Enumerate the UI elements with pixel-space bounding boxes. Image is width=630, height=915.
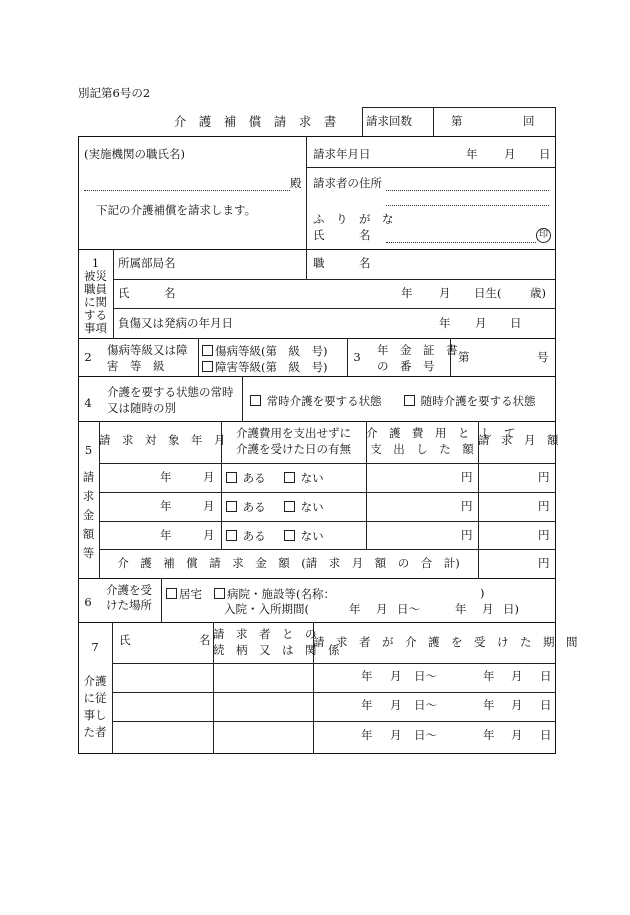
caregiver-row1-period-unit: 年 bbox=[483, 669, 495, 683]
row2-nai-checkbox[interactable] bbox=[284, 501, 295, 512]
title-box-right bbox=[555, 107, 556, 136]
injury-month: 月 bbox=[475, 316, 487, 330]
row2-month: 月 bbox=[203, 499, 215, 513]
sec2-label-line1: 傷病等級又は障 bbox=[107, 343, 188, 357]
sec7-row1-bottom bbox=[112, 692, 555, 693]
caregiver-row2-period-unit: 年 bbox=[483, 698, 495, 712]
injury-day: 日 bbox=[510, 316, 522, 330]
disability-grade-option[interactable]: 障害等級(第 級 号) bbox=[202, 361, 327, 374]
row3-aru-checkbox[interactable] bbox=[226, 530, 237, 541]
injury-grade-option[interactable]: 傷病等級(第 級 号) bbox=[202, 345, 327, 358]
sec1-label-divider bbox=[113, 249, 114, 338]
title-box-mid bbox=[433, 107, 434, 136]
sec7-header-bottom bbox=[112, 663, 555, 664]
sec4-divider bbox=[242, 376, 243, 421]
table-top-border bbox=[78, 136, 555, 137]
occasional-care-checkbox[interactable] bbox=[404, 395, 415, 406]
row1-yen-claim: 円 bbox=[538, 470, 550, 484]
injury-date-label: 負傷又は発病の年月日 bbox=[118, 316, 233, 330]
row3-yen-claim: 円 bbox=[538, 528, 550, 542]
sec2-divider bbox=[198, 338, 199, 376]
sec5-row3-bottom bbox=[99, 549, 555, 550]
sec5-col2-header-line1: 介護費用を支出せずに bbox=[236, 426, 351, 440]
caregiver-row1-period-unit: 月 bbox=[390, 669, 402, 683]
form-title: 介 護 補 償 請 求 書 bbox=[173, 114, 337, 129]
caregiver-row1-period-unit: 年 bbox=[361, 669, 373, 683]
row2-aru-checkbox[interactable] bbox=[226, 501, 237, 512]
sec3-label-line2: の 番 号 bbox=[377, 359, 435, 373]
claim-count-kai: 回 bbox=[523, 114, 535, 128]
caregiver-row2-period-unit: 月 bbox=[511, 698, 523, 712]
row1-aru-option[interactable]: ある bbox=[226, 472, 266, 485]
relation-header-line2: 続 柄 又 は 関 係 bbox=[213, 643, 340, 657]
row2-nai-option[interactable]: ない bbox=[284, 501, 324, 514]
cert-go: 号 bbox=[537, 350, 549, 364]
caregiver-row3-period-unit: 年 bbox=[483, 728, 495, 742]
sec7-row2-bottom bbox=[112, 721, 555, 722]
caregiver-row3-period-unit: 月 bbox=[511, 728, 523, 742]
sec3-value-divider bbox=[450, 338, 451, 376]
row2-year: 年 bbox=[160, 499, 172, 513]
sec4-number: 4 bbox=[84, 396, 92, 410]
adm-to-day: 日) bbox=[503, 602, 519, 616]
sec7-label-divider bbox=[112, 622, 113, 753]
seal-mark: 印 bbox=[536, 228, 551, 243]
sec4-top bbox=[78, 376, 555, 377]
claim-count-dai: 第 bbox=[451, 114, 463, 128]
row1-nai-checkbox[interactable] bbox=[284, 472, 295, 483]
caregiver-row1-period-unit: 日 bbox=[540, 669, 552, 683]
hospital-option[interactable]: 病院・施設等(名称： bbox=[214, 588, 335, 601]
sec5-top bbox=[78, 421, 555, 422]
sec5-vertical-label: 請 求 金 額 等 bbox=[82, 470, 95, 560]
sec5-col4-header: 請 求 月 額 bbox=[478, 433, 559, 447]
caregiver-row2-period-unit: 年 bbox=[361, 698, 373, 712]
occasional-care-option[interactable]: 随時介護を要する状態 bbox=[404, 395, 536, 408]
sec2-top bbox=[78, 338, 555, 339]
row3-nai-option[interactable]: ない bbox=[284, 530, 324, 543]
caregiver-row3-period-unit: 日 bbox=[540, 728, 552, 742]
sec5-col2-header-line2: 介護を受けた日の有無 bbox=[236, 442, 351, 456]
row3-month: 月 bbox=[203, 528, 215, 542]
adm-from-year: 年 bbox=[349, 602, 361, 616]
agency-dotted-line bbox=[84, 190, 290, 191]
address-dotted-line-1 bbox=[386, 190, 549, 191]
sec7-vertical-label: 介護 に従 事し た者 bbox=[83, 674, 107, 739]
sec1-number: 1 bbox=[91, 256, 100, 270]
sec5-row1-bottom bbox=[99, 492, 555, 493]
table-bottom-border bbox=[78, 753, 556, 754]
birth-month: 月 bbox=[439, 286, 451, 300]
claim-count-label: 請求回数 bbox=[366, 114, 412, 128]
row2-yen-spent: 円 bbox=[461, 499, 473, 513]
caregiver-name-right: 名 bbox=[199, 633, 211, 647]
sec5-col3-header-line1: 介 護 費 用 と し て bbox=[366, 426, 516, 440]
agency-label: (実施機関の職氏名) bbox=[84, 147, 185, 161]
caregiver-row1-period-unit: 日〜 bbox=[414, 669, 437, 683]
request-text: 下記の介護補償を請求します。 bbox=[96, 203, 257, 217]
constant-care-option[interactable]: 常時介護を要する状態 bbox=[250, 395, 382, 408]
address-dotted-line-2 bbox=[386, 205, 549, 206]
caregiver-row2-period-unit: 月 bbox=[390, 698, 402, 712]
cert-dai: 第 bbox=[458, 350, 470, 364]
caregiver-row3-period-unit: 月 bbox=[390, 728, 402, 742]
claim-date-bottom bbox=[306, 167, 555, 168]
sec3-label-line1: 年 金 証 書 bbox=[377, 343, 458, 357]
sec5-header-bottom bbox=[99, 463, 555, 464]
sec5-col3-divider bbox=[366, 421, 367, 549]
sec6-number: 6 bbox=[84, 595, 92, 609]
caregiver-row2-period-unit: 日 bbox=[540, 698, 552, 712]
sec7-number: 7 bbox=[91, 640, 99, 654]
adm-to-month: 月 bbox=[482, 602, 494, 616]
address-label: 請求者の住所 bbox=[313, 176, 382, 190]
sec5-row2-bottom bbox=[99, 521, 555, 522]
sec4-label-line2: 又は随時の別 bbox=[107, 401, 176, 415]
sec5-col1-header: 請 求 対 象 年 月 bbox=[99, 433, 226, 447]
row3-year: 年 bbox=[160, 528, 172, 542]
claimant-name-dotted-line bbox=[386, 242, 536, 243]
age-unit: 歳) bbox=[530, 286, 546, 300]
home-option[interactable]: 居宅 bbox=[166, 588, 202, 601]
caregiver-name-left: 氏 bbox=[119, 633, 131, 647]
row2-aru-option[interactable]: ある bbox=[226, 501, 266, 514]
victim-name-label: 氏 名 bbox=[118, 286, 176, 300]
sec1-dept-divider bbox=[306, 249, 307, 279]
sec1-row1-bottom bbox=[113, 279, 555, 280]
claim-date-day: 日 bbox=[539, 147, 551, 161]
row1-nai-option[interactable]: ない bbox=[284, 472, 324, 485]
caregiver-row2-period-unit: 日〜 bbox=[414, 698, 437, 712]
sec6-top bbox=[78, 578, 555, 579]
row3-aru-option[interactable]: ある bbox=[226, 530, 266, 543]
sec7-top bbox=[78, 622, 555, 623]
claimant-name-label: 氏 名 bbox=[313, 228, 371, 242]
total-claim-yen: 円 bbox=[538, 556, 550, 570]
hospital-close-paren: ) bbox=[480, 586, 485, 600]
claim-date-label: 請求年月日 bbox=[313, 147, 371, 161]
sec6-label-line1: 介護を受 bbox=[106, 583, 152, 597]
admission-period-label: 入院・入所期間( bbox=[224, 602, 309, 616]
sec5-number: 5 bbox=[84, 443, 93, 457]
sec6-divider bbox=[161, 578, 162, 622]
sec6-label-line2: けた場所 bbox=[106, 598, 152, 612]
dono-text: 殿 bbox=[290, 176, 302, 190]
sec7-col2-divider bbox=[213, 622, 214, 753]
sec3-number: 3 bbox=[353, 350, 361, 364]
post-label: 職 名 bbox=[313, 256, 371, 270]
claim-date-year: 年 bbox=[466, 147, 478, 161]
row3-nai-checkbox[interactable] bbox=[284, 530, 295, 541]
sec1-row2-bottom bbox=[113, 308, 555, 309]
title-box-left bbox=[362, 107, 363, 136]
sec2-number: 2 bbox=[84, 350, 92, 364]
sec1-top bbox=[78, 249, 555, 250]
sec5-col3-header-line2: 支 出 し た 額 bbox=[370, 442, 474, 456]
title-box-top bbox=[362, 107, 555, 108]
relation-header-line1: 請 求 者 と の bbox=[213, 627, 317, 641]
furigana-label: ふ り が な bbox=[313, 212, 394, 226]
row3-yen-spent: 円 bbox=[461, 528, 473, 542]
total-claim-label: 介 護 補 償 請 求 金 額 (請 求 月 額 の 合 計) bbox=[117, 556, 460, 570]
hospital-checkbox[interactable] bbox=[214, 588, 225, 599]
caregiver-row3-period-unit: 日〜 bbox=[414, 728, 437, 742]
sec4-label-line1: 介護を要する状態の常時 bbox=[107, 385, 234, 399]
row1-month: 月 bbox=[203, 470, 215, 484]
adm-to-year: 年 bbox=[455, 602, 467, 616]
row2-yen-claim: 円 bbox=[538, 499, 550, 513]
constant-care-checkbox[interactable] bbox=[250, 395, 261, 406]
form-number: 別記第6号の2 bbox=[78, 86, 151, 100]
adm-from-month: 月 bbox=[376, 602, 388, 616]
claim-date-month: 月 bbox=[504, 147, 516, 161]
row1-yen-spent: 円 bbox=[461, 470, 473, 484]
birth-year: 年 bbox=[401, 286, 413, 300]
care-period-header: 請 求 者 が 介 護 を 受 け た 期 間 bbox=[313, 635, 578, 649]
row1-aru-checkbox[interactable] bbox=[226, 472, 237, 483]
injury-year: 年 bbox=[439, 316, 451, 330]
addr-divider bbox=[306, 136, 307, 249]
sec1-vertical-label: 被災 職員 に関 する 事項 bbox=[84, 269, 107, 335]
adm-from-day: 日〜 bbox=[397, 602, 420, 616]
row1-year: 年 bbox=[160, 470, 172, 484]
caregiver-row3-period-unit: 年 bbox=[361, 728, 373, 742]
dept-label: 所属部局名 bbox=[118, 256, 176, 270]
caregiver-row1-period-unit: 月 bbox=[511, 669, 523, 683]
home-checkbox[interactable] bbox=[166, 588, 177, 599]
birth-day: 日生( bbox=[474, 286, 502, 300]
sec2-label-line2: 害 等 級 bbox=[107, 359, 165, 373]
injury-grade-checkbox[interactable] bbox=[202, 345, 213, 356]
disability-grade-checkbox[interactable] bbox=[202, 361, 213, 372]
